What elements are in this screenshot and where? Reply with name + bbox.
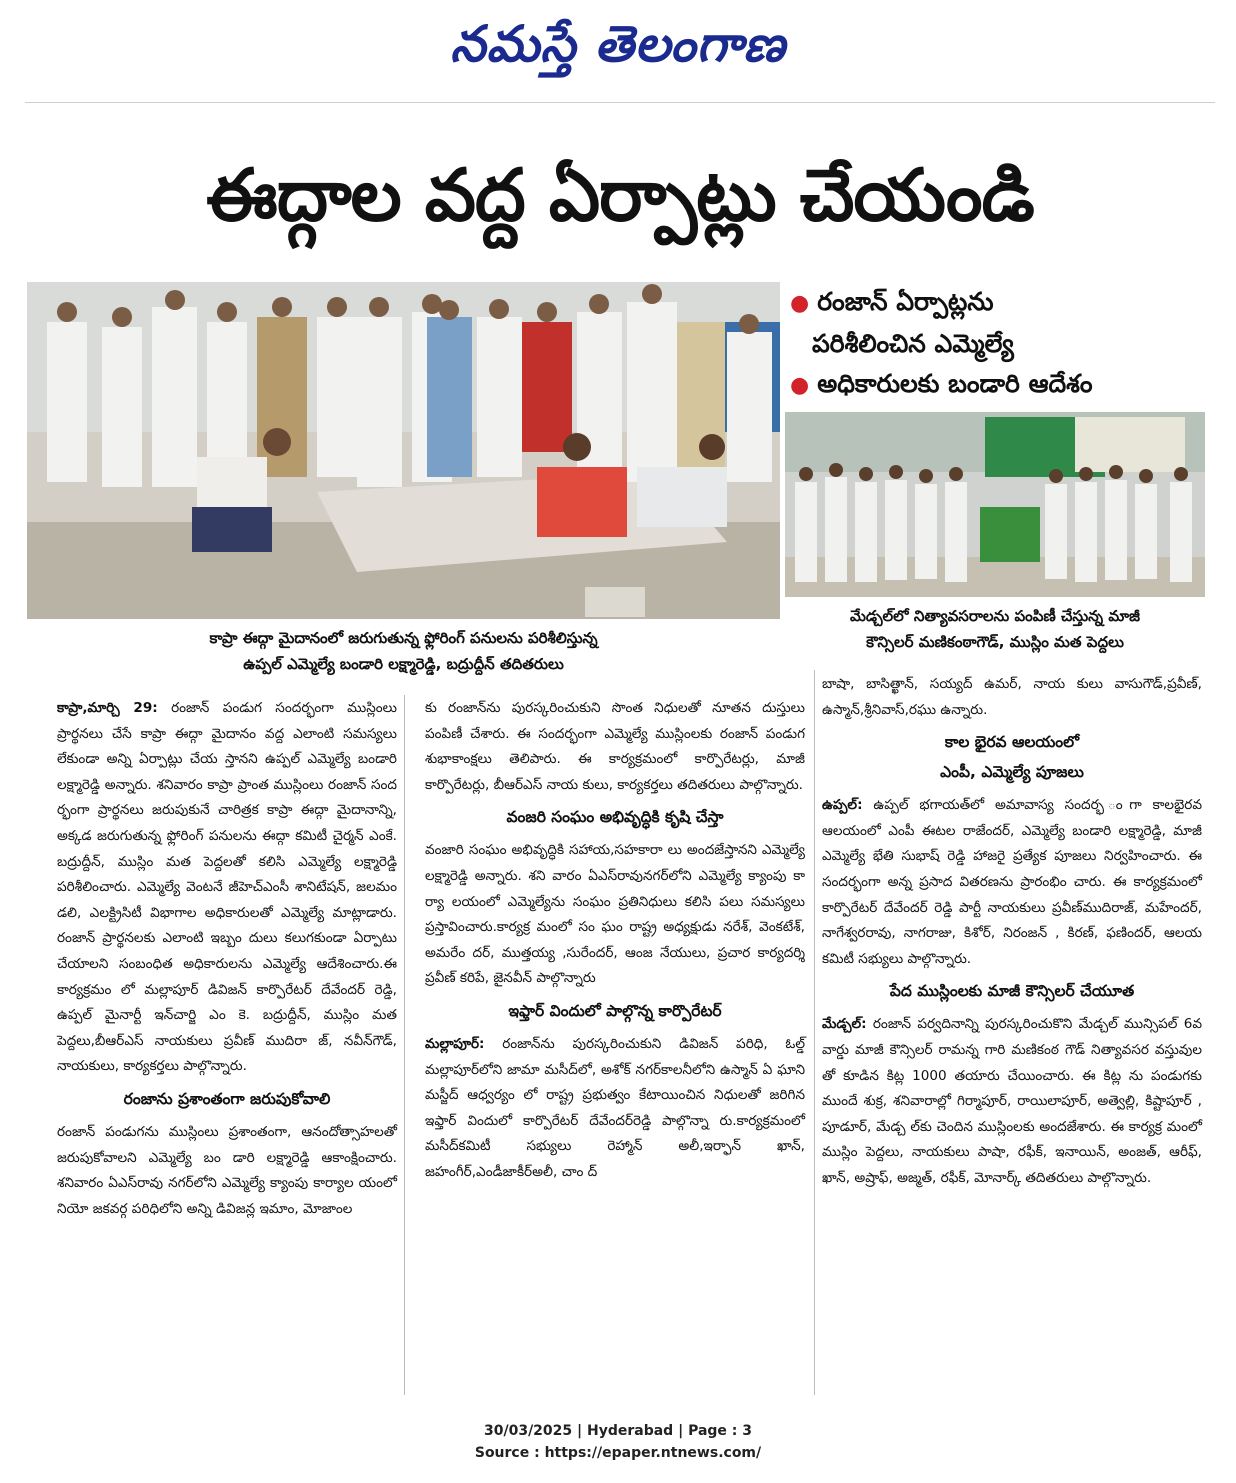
side-photo [785, 412, 1205, 597]
headline: ఈద్గాల వద్ద ఏర్పాట్లు చేయండి [206, 153, 1034, 237]
article-column-1 [57, 696, 397, 1222]
article-paragraph: కు రంజాన్‌ను పురస్కరించుకుని సొంత నిధులతో నూతన దుస్తులు పంపిణీ చేశారు. ఈ సందర్భంగా ఎమ్మెల్యే ముస్లింలకు రంజాన్ పండుగ శుభాకాంక్షలు తెలిపారు. ఈ కార్యక్రమంలో కార్పొరేటర్లు, మాజీ కార్పొరేటర్లు, బీఆర్ఎస్ నాయ కులు, కార్యకర్తలు తదితరులు పాల్గొన్నారు. [425, 700, 805, 793]
subheading: పేద ముస్లింలకు మాజీ కౌన్సిలర్ చేయూత [889, 982, 1135, 1001]
footer-date: 30/03/2025 | Hyderabad | Page : 3 [483, 1423, 753, 1439]
article-column-3 [822, 672, 1202, 1192]
subheading: రంజాను ప్రశాంతంగా జరుపుకోవాలి [123, 1089, 331, 1108]
article-paragraph: మేడ్చల్: రంజాన్ పర్వదినాన్ని పురస్కరించుకొని మేడ్చల్ మున్సిపల్ 6వ వార్డు మాజీ కౌన్సిలర్ రామన్న గారి మణికంఠ గౌడ్ నిత్యావసర వస్తువుల తో కూడిన కిట్ల 1000 తయారు చేయించారు. ఈ కిట్ల ను పండుగకు ముందే శుక్ర, శనివారాల్లో గిర్మాపూర్, రాయిలాపూర్, అత్వెల్లి, కిష్టాపూర్ , పూడూర్, మేడ్చ ల్‌కు చెందిన ముస్లింలకు అందజేశారు. ఈ కార్యక్ర మంలో ముస్లిం పెద్దలు, నాయకులు పాషా, రఫీక్, ఇనాయిన్, అంజత్, ఆరీఫ్, ఖాన్, అష్రాఫ్, అజ్మత్, రఫీక్, మోనార్క్ తదితరులు పాల్గొన్నారు. [822, 1016, 1203, 1186]
subheading: ఎంపీ, ఎమ్మెల్యే పూజలు [940, 763, 1084, 782]
bullet-dot-icon: ● [790, 291, 810, 316]
highlight-item: ● రంజాన్ ఏర్పాట్లను [790, 287, 994, 316]
subheading: కాల భైరవ ఆలయంలో [944, 733, 1080, 752]
subheading: ఇఫ్తార్ విందులో పాల్గొన్న కార్పొరేటర్ [508, 1001, 722, 1020]
highlight-item-continuation: పరిశీలించిన ఎమ్మెల్యే [812, 329, 1014, 358]
bullet-dot-icon: ● [790, 373, 810, 398]
article-paragraph: బాషా, బాసిత్ఖాన్, సయ్యద్ ఉమర్, నాయ కులు వాసుగౌడ్,ప్రవీణ్, ఉస్మాన్,శ్రీనివాస్,రఘు ఉన్నారు. [822, 676, 1202, 718]
article-paragraph: ఉప్పల్: ఉప్పల్ భగాయత్‌లో అమావాస్య సందర్భ ంగా కాలభైరవ ఆలయంలో ఎంపీ ఈటల రాజేందర్, ఎమ్మెల్యే బండారి లక్ష్మారెడ్డి, మాజీ ఎమ్మెల్యే భేతి సుభాష్ రెడ్డి హాజరై ప్రత్యేక పూజలు నిర్వహించారు. ఈ సందర్భంగా అన్న ప్రసాద వితరణను ప్రారంభిం చారు. ఈ కార్యక్రమంలో కార్పొరేటర్ దేవేందర్ రెడ్డి పార్టీ నాయకులు ప్రవీణ్‌ముదిరాజ్, మహేందర్, నాగేశ్వరరావు, నాగరాజు, కిశోర్, నిరంజన్ , కిరణ్, ఫణిందర్, ఆలయ కమిటీ సభ్యులు పాల్గొన్నారు. [822, 797, 1202, 967]
article-paragraph: మల్లాపూర్: రంజాన్‌ను పురస్కరించుకుని డివిజన్ పరిధి, ఓల్డ్ మల్లాపూర్‌లోని జామా మసీద్‌లో, అశోక్ నగర్‌కాలనీలోని ఉస్మాన్ ఏ ఘాని మస్జీద్ ఆధ్వర్యం లో రాష్ట్ర ప్రభుత్వం కేటాయించిన నిధులతో జరిగిన ఇఫ్తార్ విందులో కార్పొరేటర్ దేవేందర్‌రెడ్డి పాల్గొన్నా రు.కార్యక్రమంలో మసీద్‌కమిటీ సభ్యులు రెహ్మాన్ అలీ,ఇర్ఫాన్ ఖాన్, జహంగీర్,ఎండీజాకీర్‌అలీ, చాం ద్ [425, 1035, 805, 1180]
article-paragraph: కాప్రా,మార్చి 29: రంజాన్ పండుగ సందర్భంగా ముస్లింలు ప్రార్థనలు చేసే కాప్రా ఈద్గా మైదానం వద్ద ఎలాంటి సమస్యలు లేకుండా అన్ని ఏర్పాట్లు చేయ స్తానని ఉప్పల్ ఎమ్మెల్యే బండారి లక్ష్మారెడ్డి అన్నారు. శనివారం కాప్రా ప్రాంత ముస్లింలు రంజాన్ సంద ర్భంగా ప్రార్థనలు జరుపుకునే చారిత్రక కాప్రా ఈద్గా మైదానాన్ని, అక్కడ జరుగుతున్న ఫ్లోరింగ్ పనులను ఈద్గా కమిటీ చైర్మన్ ఎంకే. బద్రుద్దీన్, ముస్లిం మత పెద్దలతో కలిసి ఎమ్మెల్యే లక్ష్మారెడ్డి పరిశీలించారు. ఎమ్మెల్యే వెంటనే జీహెచ్ఎంసీ శానిటేషన్, జలమం డలి, ఎలక్ట్రిసిటీ విభాగాల అధికారులతో ఎమ్మెల్యే మాట్లాడారు. రంజాన్ ప్రార్థనలకు ఎలాంటి ఇబ్బం దులు కలుగకుండా ఏర్పాటు చేయాలని సంబంధిత అధికారులను ఎమ్మెల్యే ఆదేశించారు.ఈ కార్యక్రమం లో మల్లాపూర్ డివిజన్ కార్పొరేటర్ దేవేందర్ రెడ్డి, ఉప్పల్ మైనార్టీ ఇన్‌చార్జి ఎం కె. బద్రుద్దీన్, ముస్లిం మత పెద్దలు,బీఆర్ఎస్ నాయకులు ప్రవీణ్ ముదిరా జ్, నవీన్‌గౌడ్, నాయకులు, కార్యకర్తలు పాల్గొన్నారు. [57, 700, 398, 1075]
article-column-2 [425, 696, 805, 1186]
column-divider [814, 670, 815, 1395]
highlights [790, 282, 1220, 406]
footer-source: Source : https://epaper.ntnews.com/ [474, 1445, 762, 1461]
main-photo [27, 282, 780, 619]
main-photo-caption: కాప్రా ఈద్గా మైదానంలో జరుగుతున్న ఫ్లోరింగ్ పనులను పరిశీలిస్తున్న ఉప్పల్ ఎమ్మెల్యే బండారి లక్ష్మారెడ్డి, బద్రుద్దీన్ తదితరులు [209, 629, 598, 673]
side-photo-caption: మేడ్చల్‌లో నిత్యావసరాలను పంపిణీ చేస్తున్న మాజీ కౌన్సిలర్ మణికంఠాగౌడ్, ముస్లిం మత పెద్దలు [850, 607, 1140, 651]
article-paragraph: రంజాన్ పండుగను ముస్లింలు ప్రశాంతంగా, ఆనందోత్సాహలతో జరుపుకోవాలని ఎమ్మెల్యే బం డారి లక్ష్మారెడ్డి ఆకాంక్షించారు. శనివారం ఏఎస్‌రావు నగర్‌లోని ఎమ్మెల్యే క్యాంపు కార్యాల యంలో నియో జకవర్గ పరిధిలోని అన్ని డివిజన్ల ఇమాం, మోజాంల [57, 1123, 397, 1217]
masthead-divider [25, 102, 1215, 103]
masthead-logo: నమస్తే తెలంగాణ [450, 15, 786, 73]
highlight-item: ● అధికారులకు బండారి ఆదేశం [790, 369, 1093, 398]
subheading: వంజరి సంఘం అభివృద్ధికి కృషి చేస్తా [506, 808, 724, 827]
article-paragraph: వంజారి సంఘం అభివృద్ధికి సహాయ,సహకారా లు అందజేస్తానని ఎమ్మెల్యే లక్ష్మారెడ్డి అన్నారు. శని వారం ఏఎస్‌రావునగర్‌లోని ఎమ్మెల్యే క్యాంపు కా ర్యా లయంలో ఎమ్మెల్యేను సంఘం ప్రతినిధులు కలిసి పలు సమస్యలు ప్రస్తావించారు.కార్యక్ర మంలో సం ఘం రాష్ట్ర అధ్యక్షుడు నరేశ్, వెంకటేశ్, అమరేం దర్, ముత్తయ్య ,సురేందర్, ఆంజ నేయులు, ప్రచార కార్యదర్శి ప్రవీణ్ కరిపే, జైనవీన్ పాల్గొన్నారు [425, 842, 805, 987]
column-divider [404, 695, 405, 1395]
